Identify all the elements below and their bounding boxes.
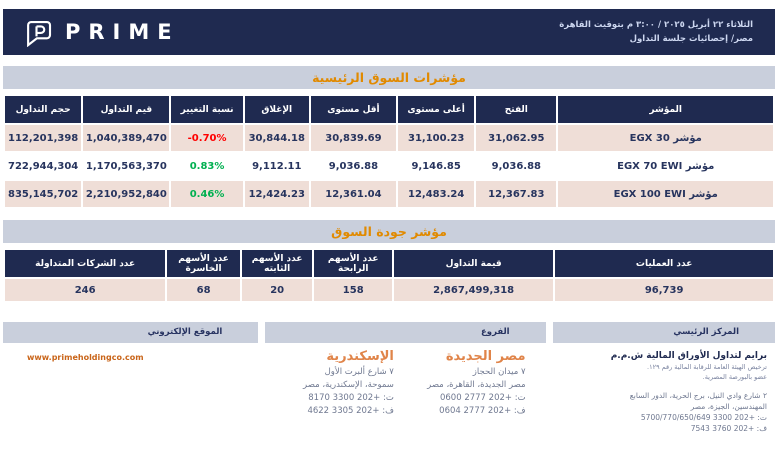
cell-companies: 246: [5, 279, 165, 301]
cell-low: 9,036.88: [311, 153, 396, 179]
section-title-market-indices: مؤشرات السوق الرئيسية: [3, 66, 775, 89]
col-header-companies: عدد الشركات المتداولة: [5, 250, 165, 277]
cell-value: 2,210,952,840: [83, 181, 169, 207]
cell-change: 0.46%: [171, 181, 242, 207]
col-header-gainers: عدد الأسهم الرابحة: [314, 250, 392, 277]
col-header-unchanged: عدد الأسهم الثابته: [242, 250, 313, 277]
table-row-egx70: [5, 153, 773, 179]
cell-high: 9,146.85: [398, 153, 474, 179]
branch-heliopolis: [414, 343, 546, 418]
cell-volume: 835,145,702: [5, 181, 81, 207]
website-header: الموقع الإلكتروني: [3, 322, 258, 343]
col-header-trade-value: قيمة التداول: [394, 250, 553, 277]
cell-high: 31,100.23: [398, 125, 474, 151]
license-line: ترخيص الهيئة العامة للرقابة المالية رقم ١٢٩.: [647, 363, 767, 371]
branch-city: الإسكندرية: [326, 349, 394, 364]
head-office-address1: ٢ شارع وادي النيل، برج الحرية، الدور السابع: [629, 391, 767, 400]
quality-values-row: [5, 279, 773, 301]
cell-index-name: مؤشر EGX 30: [558, 125, 773, 151]
branch-address1: ٧ ميدان الحجاز: [472, 367, 526, 377]
cell-volume: 112,201,398: [5, 125, 81, 151]
head-office-address2: المهندسين، الجيزة، مصر: [690, 402, 767, 411]
branch-address2: مصر الجديدة، القاهرة، مصر: [427, 380, 526, 390]
branch-phone: ت: +202 2777 0600: [439, 393, 526, 403]
col-header-volume: حجم التداول: [5, 96, 81, 123]
cell-close: 30,844.18: [245, 125, 309, 151]
top-bar: [3, 9, 775, 55]
cell-high: 12,483.24: [398, 181, 474, 207]
head-office-fax: ف: +202 3760 7543: [690, 424, 767, 433]
website-link[interactable]: www.primeholdingco.com: [27, 353, 144, 362]
branch-phone: ت: +202 3300 8170: [308, 393, 394, 403]
col-header-trades: عدد العمليات: [555, 250, 773, 277]
table-header-row: [5, 96, 773, 123]
cell-trade-value: 2,867,499,318: [394, 279, 553, 301]
branches-header: الفروع: [265, 322, 545, 343]
col-header-close: الإغلاق: [245, 96, 309, 123]
section-title-market-quality: مؤشر جودة السوق: [3, 220, 775, 243]
market-indices-table: [3, 94, 775, 209]
cell-value: 1,170,563,370: [83, 153, 169, 179]
col-header-change: نسبة التغيير: [171, 96, 242, 123]
cell-index-name: مؤشر EGX 70 EWI: [558, 153, 773, 179]
branch-alexandria: [265, 343, 414, 418]
cell-volume: 722,944,304: [5, 153, 81, 179]
col-header-index: المؤشر: [558, 96, 773, 123]
branch-fax: ف: +202 3305 4622: [307, 406, 394, 416]
cell-close: 9,112.11: [245, 153, 309, 179]
market-quality-table: [3, 248, 775, 303]
membership-line: عضو بالبورصة المصرية.: [702, 372, 767, 381]
head-office-phone: ت: +202 3300 5700/770/650/649: [640, 413, 767, 422]
cell-value: 1,040,389,470: [83, 125, 169, 151]
session-date: الثلاثاء ٢٢ أبريل ٢٠٢٥ / ٣:٠٠ م بتوقيت القاهرة: [559, 20, 753, 30]
head-office-header: المركز الرئيسي: [553, 322, 775, 343]
cell-low: 30,839.69: [311, 125, 396, 151]
cell-index-name: مؤشر EGX 100 EWI: [558, 181, 773, 207]
website-column: [3, 322, 258, 434]
prime-p-logo-icon: [25, 17, 55, 47]
branches-column: [265, 322, 545, 434]
branch-city: مصر الجديدة: [445, 349, 526, 364]
footer: [3, 322, 775, 434]
col-header-low: أقل مستوى: [311, 96, 396, 123]
cell-change: -0.70%: [171, 125, 242, 151]
session-info: [559, 18, 753, 46]
branch-address2: سموحة، الإسكندرية، مصر: [303, 380, 394, 390]
branch-fax: ف: +202 2777 0604: [439, 406, 526, 416]
prime-logo: [25, 17, 180, 47]
col-header-losers: عدد الأسهم الخاسرة: [167, 250, 240, 277]
col-header-value: قيم التداول: [83, 96, 169, 123]
cell-open: 12,367.83: [476, 181, 556, 207]
col-header-open: الفتح: [476, 96, 556, 123]
table-row-egx100: [5, 181, 773, 207]
company-name: برايم لتداول الأوراق المالية ش.م.م: [610, 351, 767, 361]
cell-gainers: 158: [314, 279, 392, 301]
cell-open: 9,036.88: [476, 153, 556, 179]
cell-open: 31,062.95: [476, 125, 556, 151]
cell-unchanged: 20: [242, 279, 313, 301]
cell-low: 12,361.04: [311, 181, 396, 207]
table-row-egx30: [5, 125, 773, 151]
col-header-high: أعلى مستوى: [398, 96, 474, 123]
table-header-row: [5, 250, 773, 277]
cell-close: 12,424.23: [245, 181, 309, 207]
session-subtitle: مصر/ إحصائيات جلسة التداول: [629, 34, 753, 44]
cell-losers: 68: [167, 279, 240, 301]
cell-trades: 96,739: [555, 279, 773, 301]
brand-name: PRIME: [65, 20, 180, 44]
head-office-column: [553, 322, 775, 434]
branch-address1: ٧ شارع ألبرت الأول: [324, 367, 394, 377]
cell-change: 0.83%: [171, 153, 242, 179]
